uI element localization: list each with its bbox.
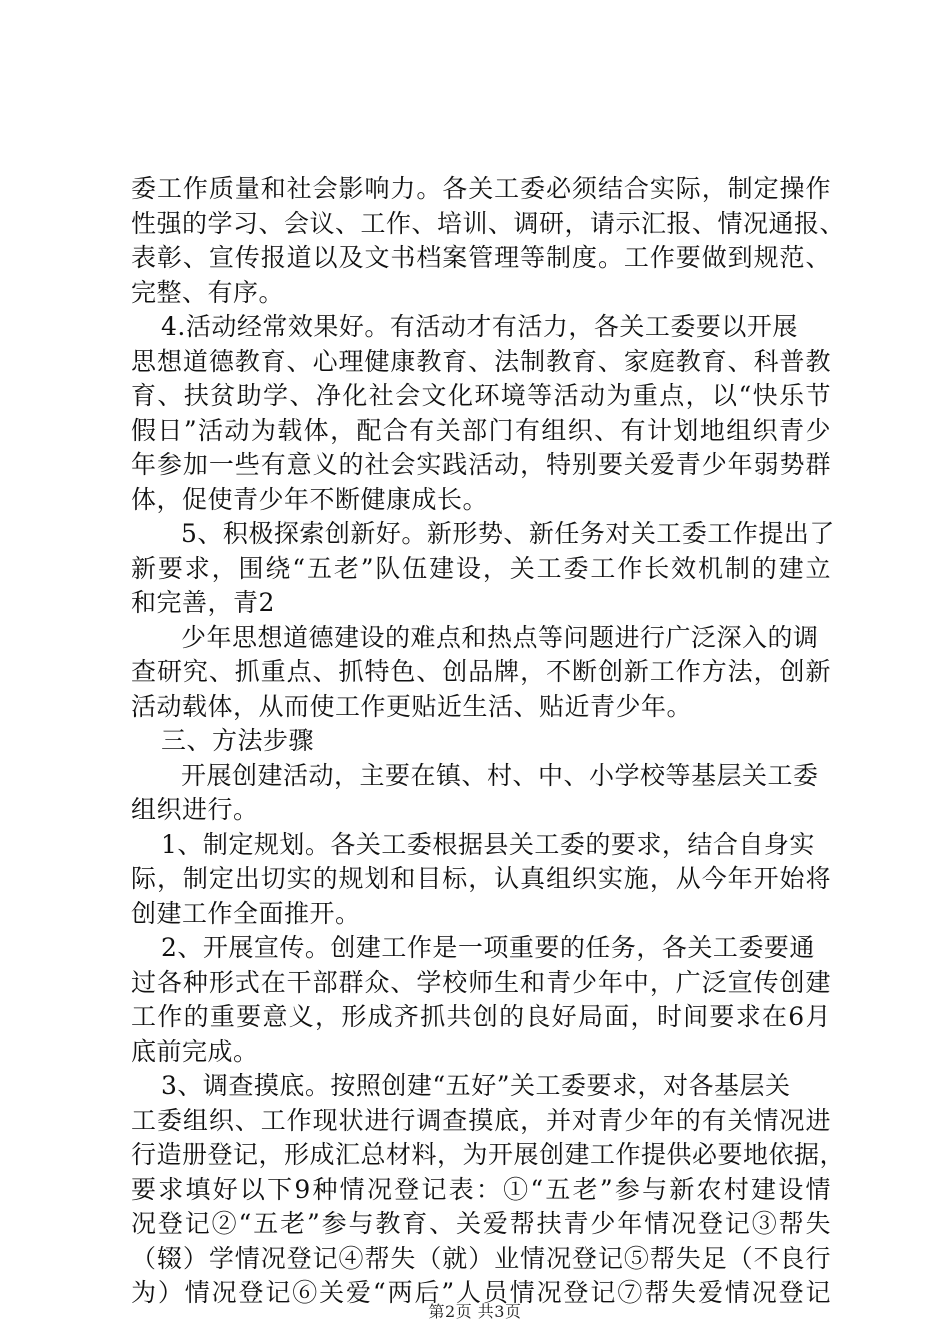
text-line: 际，制定出切实的规划和目标，认真组织实施，从今年开始将: [131, 864, 831, 893]
text-line: 5、积极探索创新好。新形势、新任务对关工委工作提出了: [181, 519, 835, 548]
text-line: 1、制定规划。各关工委根据县关工委的要求，结合自身实: [161, 829, 815, 859]
text-line: 组织进行。: [131, 795, 259, 824]
text-line: 4.活动经常效果好。有活动才有活力，各关工委要以开展: [161, 312, 798, 341]
text-line: 活动载体，从而使工作更贴近生活、贴近青少年。: [131, 691, 693, 721]
text-line: 假日”活动为载体，配合有关部门有组织、有计划地组织青少: [131, 415, 831, 445]
text-line: （辍）学情况登记④帮失（就）业情况登记⑤帮失足（不良行: [131, 1243, 831, 1273]
text-line: 性强的学习、会议、工作、培训、调研，请示汇报、情况通报、: [131, 208, 846, 238]
text-line: 完整、有序。: [131, 277, 285, 307]
text-line: 少年思想道德建设的难点和热点等问题进行广泛深入的调: [181, 622, 819, 652]
section-heading: 三、方法步骤: [161, 726, 315, 755]
text-line: 为）情况登记⑥关爱“两后”人员情况登记⑦帮失爱情况登记: [131, 1278, 831, 1307]
page-number-footer: 第2页 共3页: [428, 1302, 522, 1321]
text-line: 体，促使青少年不断健康成长。: [131, 484, 489, 514]
text-line: 表彰、宣传报道以及文书档案管理等制度。工作要做到规范、: [131, 243, 831, 272]
text-line: 思想道德教育、心理健康教育、法制教育、家庭教育、科普教: [131, 346, 831, 376]
text-line: 开展创建活动，主要在镇、村、中、小学校等基层关工委: [181, 760, 819, 790]
text-line: 查研究、抓重点、抓特色、创品牌，不断创新工作方法，创新: [131, 657, 831, 686]
text-line: 3、调查摸底。按照创建“五好”关工委要求，对各基层关: [161, 1071, 791, 1100]
text-line: 况登记②“五老”参与教育、关爱帮扶青少年情况登记③帮失: [131, 1209, 831, 1238]
text-line: 过各种形式在干部群众、学校师生和青少年中，广泛宣传创建: [131, 967, 831, 997]
text-line: 年参加一些有意义的社会实践活动，特别要关爱青少年弱势群: [131, 450, 831, 479]
text-line: 创建工作全面推开。: [131, 898, 361, 928]
text-line: 底前完成。: [131, 1036, 259, 1066]
text-line: 育、扶贫助学、净化社会文化环境等活动为重点，以“快乐节: [131, 381, 831, 410]
text-line: 2、开展宣传。创建工作是一项重要的任务，各关工委要通: [161, 933, 815, 962]
text-line: 新要求，围绕“五老”队伍建设，关工委工作长效机制的建立: [131, 553, 831, 583]
document-body: [131, 172, 846, 1311]
text-line: 要求填好以下9种情况登记表：①“五老”参与新农村建设情: [131, 1174, 831, 1204]
text-line: 工作的重要意义，形成齐抓共创的良好局面，时间要求在6月: [131, 1002, 831, 1031]
text-line: 委工作质量和社会影响力。各关工委必须结合实际，制定操作: [131, 174, 831, 203]
text-line: 工委组织、工作现状进行调查摸底，并对青少年的有关情况进: [131, 1105, 831, 1135]
text-line: 行造册登记，形成汇总材料，为开展创建工作提供必要地依据，: [131, 1140, 846, 1169]
text-line: 和完善，青2: [131, 588, 275, 617]
